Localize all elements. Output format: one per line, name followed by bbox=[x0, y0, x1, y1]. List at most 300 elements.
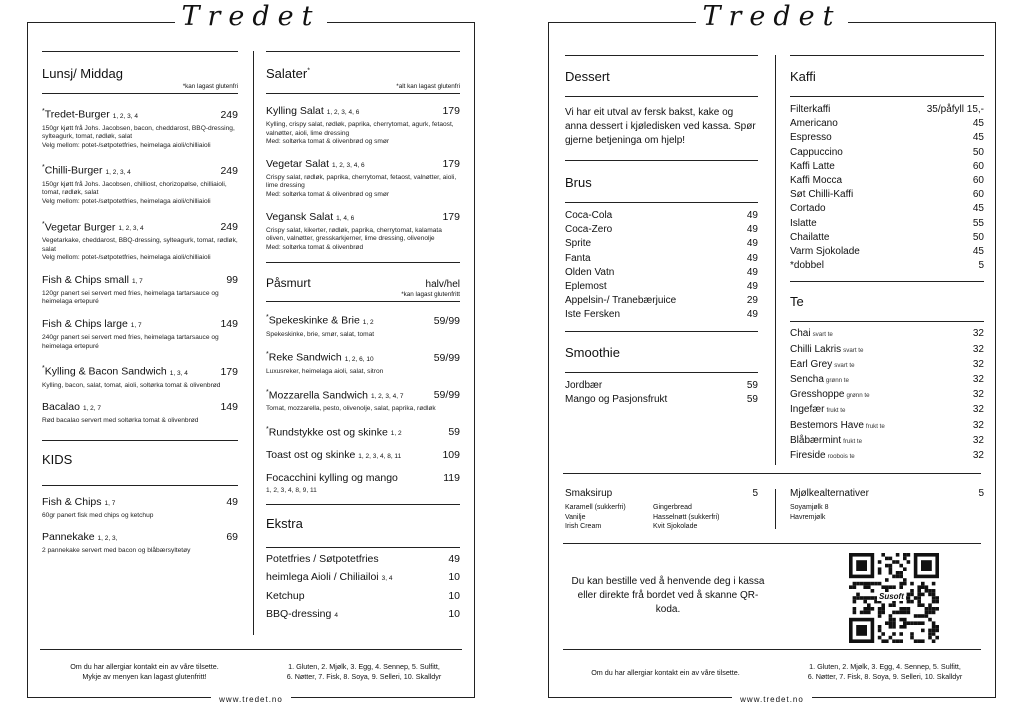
menu-item-row bbox=[266, 348, 460, 366]
qr-code[interactable] bbox=[849, 553, 939, 643]
order-rule bbox=[563, 543, 981, 544]
menu-item-name bbox=[266, 608, 338, 622]
brus-list bbox=[565, 209, 758, 323]
mjolk-heading: Mjølkealternativer bbox=[790, 488, 869, 499]
menu-item-name bbox=[266, 590, 305, 603]
smaksirup-list-2 bbox=[653, 503, 720, 532]
menu-item-row bbox=[42, 105, 238, 123]
drink-price: 32 bbox=[972, 434, 984, 446]
menu-item-title: Vegansk Salat bbox=[266, 210, 334, 223]
syrup-rule bbox=[563, 473, 981, 474]
menu-item bbox=[266, 571, 460, 585]
menu-item-title: Vegetar Burger bbox=[44, 221, 116, 234]
menu-item-description: 150gr kjøtt frå Johs. Jacobsen, chilliost, chorizopølse, chilliaioli, tomat, rødløk, salat Velg mellom: potet-/søtpotetfries, heimelaga aioli/chilliaioli bbox=[42, 180, 227, 205]
menu-item-row bbox=[266, 449, 460, 463]
menu-item bbox=[42, 318, 238, 351]
gluten-free-mark: * bbox=[42, 220, 45, 228]
menu-item-price: 69 bbox=[226, 530, 238, 543]
te-heading: Te bbox=[790, 294, 804, 310]
drink-row bbox=[565, 280, 758, 294]
menu-item-title: Toast ost og skinke bbox=[266, 449, 356, 462]
allergen-numbers: 1, 2, 3, 4, 7 bbox=[370, 393, 404, 401]
drink-price: 50 bbox=[972, 231, 984, 243]
menu-item-price: 10 bbox=[448, 570, 460, 583]
drink-name bbox=[790, 373, 849, 388]
kaffi-heading: Kaffi bbox=[790, 69, 816, 84]
drink-price: 59 bbox=[746, 379, 758, 391]
menu-item-price: 49 bbox=[448, 552, 460, 565]
drink-price: 49 bbox=[746, 309, 758, 321]
gluten-free-mark: * bbox=[42, 365, 45, 373]
drink-price: 60 bbox=[972, 175, 984, 187]
salater-list bbox=[266, 105, 460, 252]
menu-item bbox=[42, 362, 238, 390]
te-list bbox=[790, 327, 984, 464]
tea-type: svart te bbox=[812, 331, 833, 339]
menu-item-name bbox=[266, 386, 403, 404]
drink-name bbox=[565, 280, 607, 294]
allergen-numbers: 1, 7 bbox=[130, 322, 142, 330]
menu-item-name bbox=[266, 571, 392, 585]
menu-item-name bbox=[266, 472, 398, 485]
menu-item bbox=[42, 161, 238, 206]
drink-name bbox=[790, 160, 835, 174]
allergen-numbers: 1, 3, 4 bbox=[169, 369, 188, 377]
drink-price: 45 bbox=[972, 118, 984, 130]
smaksirup-heading: Smaksirup bbox=[565, 488, 613, 499]
menu-item-row bbox=[266, 423, 460, 441]
drink-price: 49 bbox=[746, 210, 758, 221]
menu-item-row bbox=[42, 362, 238, 380]
order-instructions: Du kan bestille ved å henvende deg i kassa eller direkte frå bordet ved å skanne QR-koda. bbox=[571, 576, 765, 615]
drink-row bbox=[565, 209, 758, 223]
menu-item-name bbox=[42, 161, 131, 179]
allergen-numbers: 1, 2, 3, 4 bbox=[105, 168, 131, 176]
allergen-numbers: 1, 2, 3, 4, 6 bbox=[326, 109, 360, 116]
drink-row bbox=[565, 379, 758, 393]
drink-price: 55 bbox=[972, 217, 984, 229]
footer-rule bbox=[563, 649, 981, 650]
lunsj-column bbox=[42, 51, 238, 555]
menu-item-description: Crispy salat, kikerter, rødløk, paprika, cherrytomat, kalamata oliven, valnøtter, gresskarkjerner, lime dressing, olivenolje Med: soltørka tomat & olivenbrød bbox=[266, 226, 442, 251]
drink-name-text: Cappuccino bbox=[790, 146, 843, 158]
menu-item-description: Tomat, mozzarella, pesto, olivenolje, salat, paprika, rødløk bbox=[266, 405, 436, 413]
menu-item-title: Kylling Salat bbox=[266, 105, 324, 117]
menu-item bbox=[266, 423, 460, 441]
tea-type: frukt te bbox=[843, 437, 863, 445]
salater-heading: Salater* bbox=[266, 66, 310, 81]
drink-price: 59 bbox=[746, 393, 758, 405]
menu-item-name bbox=[266, 105, 359, 119]
menu-page-left bbox=[27, 1, 475, 704]
allergen-numbers: 1, 7 bbox=[131, 277, 143, 285]
drink-price: 49 bbox=[746, 281, 758, 293]
qr-label: Susoft bbox=[879, 592, 904, 601]
drink-row bbox=[790, 449, 984, 464]
lunsj-heading: Lunsj/ Middag bbox=[42, 66, 123, 81]
menu-item-description: Vegetarkake, cheddarost, BBQ-dressing, sylteagurk, tomat, rødløk, salat Velg mellom: potet-/søtpotetfries, heimelaga aioli/chilliaioli bbox=[42, 237, 238, 262]
allergen-numbers: 1, 2, 3, bbox=[97, 534, 118, 542]
drink-name-text: Coca-Cola bbox=[565, 210, 613, 221]
menu-item-price: 179 bbox=[442, 105, 460, 117]
drink-name bbox=[565, 393, 667, 407]
menu-item-row bbox=[42, 318, 238, 332]
lunsj-note: *kan lagast glutenfri bbox=[182, 83, 238, 90]
menu-item-name bbox=[266, 553, 379, 566]
menu-item bbox=[266, 386, 460, 414]
salater-column bbox=[266, 51, 460, 622]
menu-item-title: Fish & Chips small bbox=[42, 273, 129, 286]
menu-item-price: 179 bbox=[220, 365, 238, 378]
drink-name-text: Kaffi Latte bbox=[790, 160, 835, 172]
website-link[interactable]: www.tredet.no bbox=[549, 695, 995, 704]
allergen-numbers: 1, 2 bbox=[362, 318, 374, 326]
smoothie-list bbox=[565, 379, 758, 407]
allergy-notice: Om du har allergiar kontakt ein av våre tilsette. bbox=[591, 668, 740, 677]
drink-name bbox=[565, 237, 591, 251]
menu-item-title: heimlega Aioli / Chiliailoi bbox=[266, 570, 379, 583]
menu-item-row bbox=[266, 472, 460, 485]
menu-item-row bbox=[42, 531, 238, 545]
menu-item-name bbox=[42, 274, 143, 288]
drink-name-text: Jordbær bbox=[565, 379, 603, 391]
menu-item-title: Potetfries / Søtpotetfries bbox=[266, 552, 379, 565]
drinks-column-left bbox=[565, 55, 758, 407]
drink-name bbox=[790, 103, 830, 117]
list-line: Havremjølk bbox=[790, 513, 826, 521]
mjolk-section bbox=[790, 487, 984, 522]
drink-price: 5 bbox=[978, 260, 984, 272]
drink-row bbox=[790, 231, 984, 245]
brand-title: Tredet bbox=[549, 1, 995, 32]
drink-name-text: Filterkaffi bbox=[790, 104, 831, 115]
drink-row bbox=[790, 188, 984, 202]
menu-item-title: Rundstykke ost og skinke bbox=[268, 426, 388, 439]
drink-price: 32 bbox=[972, 450, 984, 462]
drink-row bbox=[565, 393, 758, 407]
menu-item-price: 59 bbox=[448, 426, 460, 439]
menu-item-row bbox=[266, 553, 460, 566]
menu-item-price: 149 bbox=[220, 401, 238, 414]
drink-row bbox=[790, 388, 984, 403]
drink-row bbox=[565, 237, 758, 251]
menu-item-name bbox=[266, 348, 374, 366]
allergy-notice: Om du har allergiar kontakt ein av våre tilsette. Mykje av menyen kan lagast glutenfritt! bbox=[70, 662, 219, 681]
menu-item-name bbox=[266, 423, 402, 441]
menu-item-price: 99 bbox=[226, 273, 238, 286]
dessert-text: Vi har eit utval av fersk bakst, kake og anna dessert i kjøledisken ved kassa. Spør gjerne betjeninga om hjelp! bbox=[565, 107, 756, 146]
drink-price: 32 bbox=[972, 419, 984, 431]
drink-row bbox=[565, 308, 758, 322]
menu-item-row bbox=[42, 161, 238, 179]
menu-item-row bbox=[266, 386, 460, 404]
menu-item bbox=[266, 158, 460, 200]
drink-row bbox=[790, 146, 984, 160]
drink-name-text: Coca-Zero bbox=[565, 224, 613, 236]
allergen-legend: 1. Gluten, 2. Mjølk, 3. Egg, 4. Sennep, 5. Sulfitt, 6. Nøtter, 7. Fisk, 8. Soya, 9. Selleri, 10. Skalldyr bbox=[807, 662, 963, 681]
drink-price: 45 bbox=[972, 132, 984, 144]
drink-name-text: Gresshoppe bbox=[790, 389, 845, 401]
gluten-free-mark: * bbox=[266, 314, 269, 322]
smaksirup-price: 5 bbox=[752, 488, 758, 499]
menu-item-row bbox=[42, 218, 238, 236]
column-divider bbox=[253, 51, 254, 635]
drink-name-text: Earl Grey bbox=[790, 358, 833, 370]
drink-price: 32 bbox=[972, 343, 984, 355]
drink-price: 29 bbox=[746, 295, 758, 307]
lunsj-list bbox=[42, 105, 238, 426]
allergen-numbers: 4 bbox=[334, 611, 338, 619]
menu-item-description: 60gr panert fisk med chips og ketchup bbox=[42, 511, 154, 519]
list-line: Karamell (sukkerfri) bbox=[565, 504, 626, 511]
gluten-free-mark: * bbox=[266, 388, 269, 396]
drink-price: 45 bbox=[972, 203, 984, 215]
tea-type: grønn te bbox=[846, 392, 870, 400]
brand-title: Tredet bbox=[28, 1, 474, 32]
website-link[interactable]: www.tredet.no bbox=[28, 695, 474, 704]
drink-row bbox=[790, 419, 984, 434]
menu-item-price: 149 bbox=[220, 318, 238, 331]
footer-rule bbox=[40, 649, 462, 650]
drink-price: 45 bbox=[972, 246, 984, 258]
drink-row bbox=[790, 434, 984, 449]
menu-item-description: Rød bacalao servert med soltørka tomat & olivenbrød bbox=[42, 417, 199, 425]
drink-name bbox=[565, 209, 612, 223]
menu-item-price: 10 bbox=[448, 589, 460, 602]
drink-row bbox=[790, 245, 984, 259]
kids-heading: KIDS bbox=[42, 451, 73, 467]
drink-name-text: Appelsin-/ Tranebærjuice bbox=[565, 295, 677, 307]
menu-item-price: 249 bbox=[220, 108, 238, 121]
drink-row bbox=[790, 259, 984, 273]
menu-item-price: 59/99 bbox=[433, 389, 460, 402]
list-line: Gingerbread bbox=[653, 504, 692, 511]
drink-name-text: Chilli Lakris bbox=[790, 343, 842, 355]
menu-item-row bbox=[266, 311, 460, 329]
smaksirup-list-1 bbox=[565, 503, 645, 532]
drink-name-text: Bestemors Have bbox=[790, 419, 864, 431]
salater-note: *alt kan lagast glutenfri bbox=[396, 83, 460, 90]
menu-item bbox=[42, 401, 238, 426]
menu-item-price: 119 bbox=[443, 472, 460, 485]
list-line: Hasselnøtt (sukkerfri) bbox=[653, 513, 720, 521]
menu-item bbox=[266, 590, 460, 603]
smaksirup-section bbox=[565, 487, 758, 532]
menu-item bbox=[42, 531, 238, 556]
menu-item bbox=[266, 608, 460, 622]
tea-type: svart te bbox=[843, 346, 864, 354]
tea-type: svart te bbox=[834, 361, 855, 369]
allergen-numbers: 1, 7 bbox=[104, 499, 116, 507]
drink-name bbox=[790, 434, 862, 449]
menu-item-name bbox=[42, 362, 188, 380]
drink-row bbox=[790, 403, 984, 418]
allergen-legend: 1. Gluten, 2. Mjølk, 3. Egg, 4. Sennep, 5. Sulfitt, 6. Nøtter, 7. Fisk, 8. Soya, 9. Selleri, 10. Skalldyr bbox=[286, 662, 442, 681]
drink-name bbox=[790, 231, 829, 245]
list-line: Irish Cream bbox=[565, 523, 602, 530]
drink-row bbox=[565, 294, 758, 308]
menu-item bbox=[266, 105, 460, 147]
drink-row bbox=[565, 223, 758, 237]
ekstra-heading: Ekstra bbox=[266, 515, 303, 531]
gluten-free-mark: * bbox=[42, 108, 45, 115]
menu-item-description: Crispy salat, rødløk, paprika, cherrytomat, fetaost, valnøtter, aioli, lime dressing Med: soltørka tomat & olivenbrød og smør bbox=[266, 173, 457, 198]
menu-item-row bbox=[266, 590, 460, 603]
drink-name bbox=[565, 294, 676, 308]
drink-name-text: Fireside bbox=[790, 450, 826, 462]
drink-name bbox=[790, 131, 832, 145]
drink-row bbox=[790, 103, 984, 117]
kaffi-list bbox=[790, 103, 984, 273]
menu-item-price: 59/99 bbox=[433, 351, 460, 364]
gluten-free-mark: * bbox=[42, 164, 45, 172]
drink-name bbox=[790, 188, 853, 202]
menu-item-name bbox=[42, 531, 117, 545]
menu-item-name bbox=[266, 449, 401, 463]
tea-type: frukt te bbox=[826, 407, 846, 415]
menu-item-price: 59/99 bbox=[433, 314, 460, 327]
pasmurt-list bbox=[266, 311, 460, 495]
drink-name bbox=[565, 308, 620, 322]
menu-item-price: 10 bbox=[448, 607, 460, 620]
drink-name-text: Søt Chilli-Kaffi bbox=[790, 189, 854, 201]
menu-item-title: Reke Sandwich bbox=[268, 351, 342, 364]
menu-item-title: BBQ-dressing bbox=[266, 607, 332, 620]
drink-price: 60 bbox=[972, 189, 984, 201]
pasmurt-heading: Påsmurt halv/hel bbox=[266, 276, 460, 291]
mjolk-list bbox=[790, 503, 984, 522]
drink-row bbox=[565, 252, 758, 266]
menu-item-name bbox=[42, 318, 142, 332]
drink-name-text: Espresso bbox=[790, 132, 832, 144]
allergen-numbers: 1, 2, 3, 4 bbox=[112, 112, 138, 120]
allergen-numbers: 1, 2, 6, 10 bbox=[344, 355, 374, 363]
drink-name bbox=[565, 379, 602, 393]
list-line: Kvit Sjokolade bbox=[653, 523, 698, 530]
menu-item-price: 249 bbox=[220, 221, 238, 234]
allergen-numbers: 1, 4, 6 bbox=[336, 214, 355, 222]
menu-item-name bbox=[266, 211, 354, 225]
tea-type: grønn te bbox=[825, 377, 849, 385]
menu-item-title: Fish & Chips bbox=[42, 495, 102, 508]
tea-type: frukt te bbox=[865, 422, 885, 430]
drink-price: 49 bbox=[746, 224, 758, 236]
column-divider bbox=[775, 55, 776, 465]
allergen-numbers: 1, 2, 3, 4 bbox=[118, 225, 144, 233]
menu-item-title: Ketchup bbox=[266, 589, 305, 602]
allergen-numbers: 1, 2 bbox=[390, 430, 402, 438]
drink-name bbox=[790, 327, 833, 342]
pasmurt-note: *kan lagast glutenfritt bbox=[401, 291, 460, 299]
kids-list bbox=[42, 496, 238, 555]
drink-name-text: Chailatte bbox=[790, 231, 830, 243]
allergen-numbers: 1, 2, 3, 4, 8, 11 bbox=[358, 453, 402, 461]
drink-name bbox=[790, 146, 843, 160]
menu-item-title: Focacchini kylling og mango bbox=[266, 472, 398, 485]
allergen-numbers: 1, 2, 7 bbox=[82, 405, 102, 413]
drink-row bbox=[790, 174, 984, 188]
drink-name-text: Americano bbox=[790, 118, 838, 130]
drink-name bbox=[790, 259, 824, 273]
drink-price: 50 bbox=[972, 146, 984, 158]
menu-item-row bbox=[42, 401, 238, 415]
menu-item-row bbox=[266, 211, 460, 225]
drink-price: 49 bbox=[746, 252, 758, 264]
drink-name bbox=[790, 117, 838, 131]
drink-price: 32 bbox=[972, 358, 984, 370]
gluten-free-mark: * bbox=[266, 351, 269, 359]
menu-item-title: Chilli-Burger bbox=[44, 164, 103, 177]
menu-page-right bbox=[548, 1, 996, 704]
menu-item-row bbox=[266, 105, 460, 119]
drink-name-text: Kaffi Mocca bbox=[790, 175, 843, 187]
drink-price: 49 bbox=[746, 266, 758, 278]
menu-item-price: 109 bbox=[442, 449, 460, 462]
menu-item-title: Bacalao bbox=[42, 401, 80, 414]
drink-name bbox=[790, 388, 870, 403]
dessert-heading: Dessert bbox=[565, 69, 610, 84]
menu-item-name bbox=[266, 158, 365, 172]
menu-item-title: Vegetar Salat bbox=[266, 157, 330, 170]
menu-item bbox=[266, 311, 460, 339]
menu-item-name bbox=[42, 401, 101, 415]
drink-name-text: Ingefær bbox=[790, 404, 825, 416]
menu-item-price: 49 bbox=[226, 495, 238, 508]
drink-row bbox=[790, 117, 984, 131]
drink-name bbox=[790, 403, 845, 418]
drink-name bbox=[790, 358, 855, 373]
drink-name bbox=[565, 223, 612, 237]
menu-item-title: Tredet-Burger bbox=[44, 108, 110, 121]
drink-name bbox=[565, 266, 614, 280]
smoothie-heading: Smoothie bbox=[565, 344, 620, 360]
drink-name-text: Fanta bbox=[565, 252, 591, 264]
drink-name bbox=[790, 217, 817, 231]
menu-item-row bbox=[42, 496, 238, 510]
menu-item-title: Kylling & Bacon Sandwich bbox=[44, 365, 167, 378]
list-line: Soyamjølk 8 bbox=[790, 504, 829, 511]
menu-item-name bbox=[42, 218, 144, 236]
drink-row bbox=[790, 373, 984, 388]
menu-item-title: Spekeskinke & Brie bbox=[268, 314, 360, 327]
menu-item bbox=[42, 274, 238, 307]
menu-item-name bbox=[42, 496, 115, 510]
drink-name-text: Blåbærmint bbox=[790, 434, 842, 446]
drink-row bbox=[790, 327, 984, 342]
list-line: Vanilje bbox=[565, 513, 586, 521]
menu-item bbox=[266, 348, 460, 376]
drink-name-text: Iste Fersken bbox=[565, 309, 621, 321]
drink-name bbox=[565, 252, 591, 266]
drink-row bbox=[790, 358, 984, 373]
drink-name bbox=[790, 419, 885, 434]
menu-item bbox=[266, 553, 460, 566]
menu-item-description: 1, 2, 3, 4, 8, 9, 11 bbox=[266, 487, 317, 495]
drink-name-text: Olden Vatn bbox=[565, 266, 615, 278]
menu-item-description: 150gr kjøtt frå Johs. Jacobsen, bacon, cheddarost, BBQ-dressing, sylteagurk, tomat, rødløk, salat Velg mellom: potet-/søtpotetfries, heimelaga aioli/chilliaioli bbox=[42, 124, 235, 149]
allergen-numbers: 1, 2, 3, 4, 6 bbox=[332, 161, 365, 169]
drink-name bbox=[790, 245, 860, 259]
menu-item-title: Pannekake bbox=[42, 530, 95, 543]
drink-name-text: Varm Sjokolade bbox=[790, 246, 860, 258]
menu-item-description: Spekeskinke, brie, smør, salat, tomat bbox=[266, 330, 375, 338]
menu-item-description: Kylling, bacon, salat, tomat, aioli, soltørka tomat & olivenbrød bbox=[42, 381, 221, 389]
drink-name-text: Chai bbox=[790, 328, 811, 340]
drink-name-text: Cortado bbox=[790, 203, 826, 215]
drink-name bbox=[790, 202, 826, 216]
brus-heading: Brus bbox=[565, 175, 592, 190]
menu-item bbox=[42, 218, 238, 263]
